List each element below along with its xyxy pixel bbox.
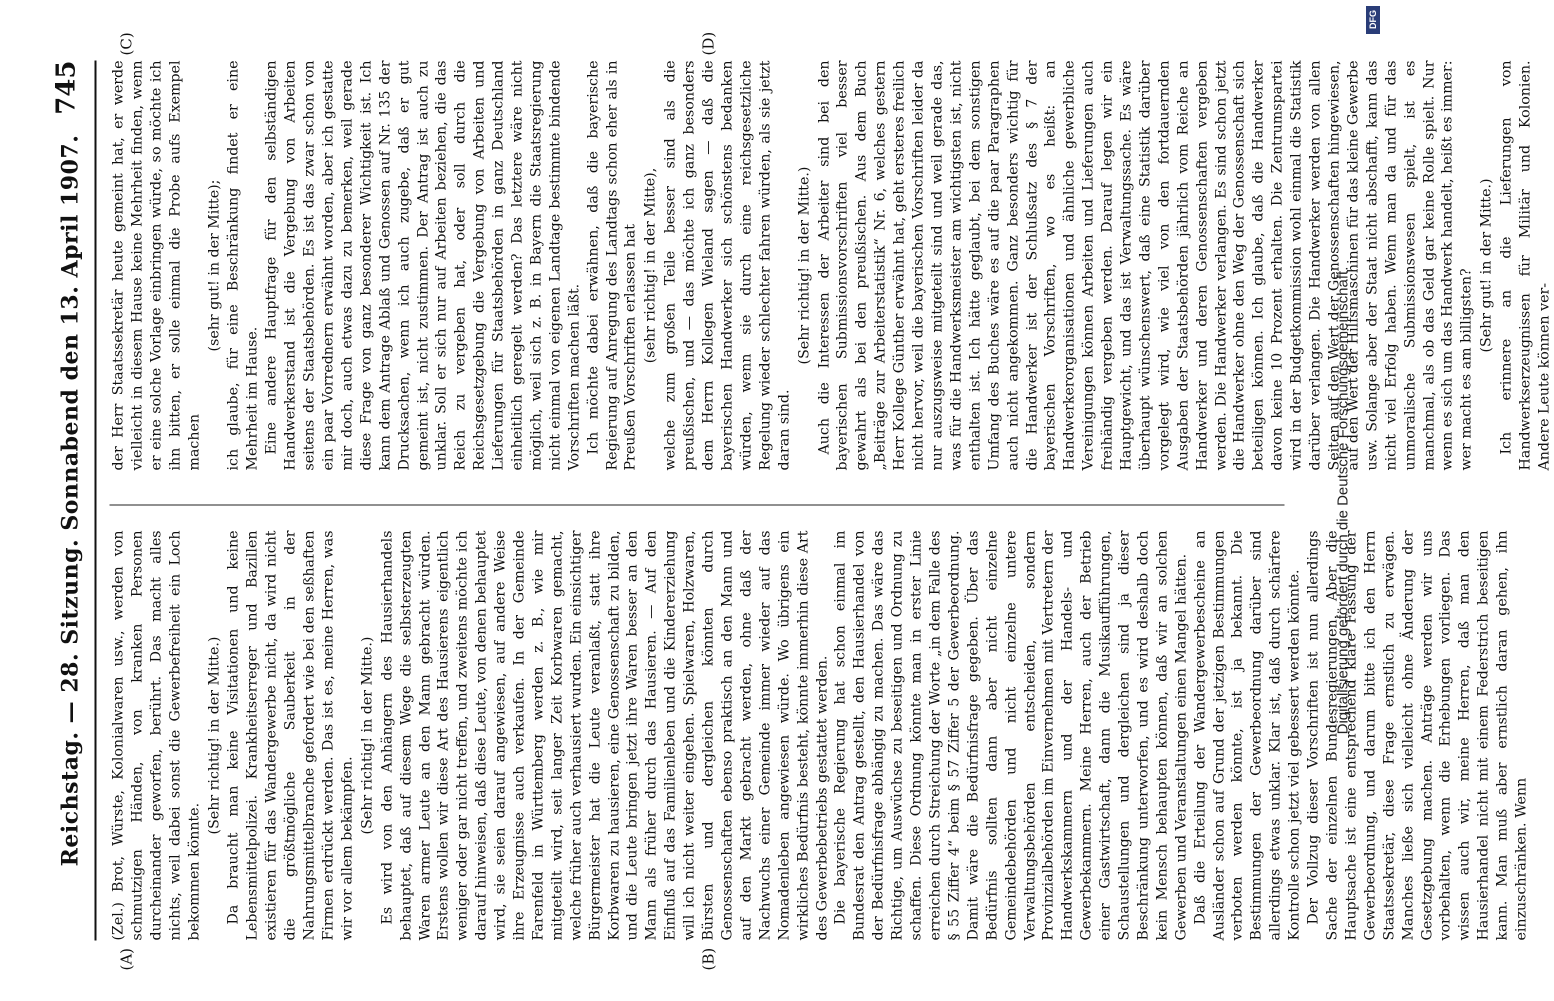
- paragraph: ich glaube, für eine Beschränkung findet er eine Mehrheit im Hause.: [225, 60, 261, 471]
- margin-marker-b: (B): [699, 947, 718, 971]
- paragraph: Die bayerische Regierung hat schon einmal im Bundesrat den Antrag gestellt, den Hausierhandel von der Bedürfnisfrage abhängig zu machen. Das wäre das Richtige, um Auswüchse zu beseitigen und Ordnung zu schaffen. Diese Ordnung könnte man in erster Linie erreichen durch Streichung der Worte „in dem Falle des § 55 Ziffer 4“ beim § 57 Ziffer 5 der Gewerbeordnung. Damit wäre die Bedürfnisfrage gegeben. Über das Bedürfnis sollten dann aber nicht einzelne Gemeindebehörden und nicht einzelne untere Verwaltungsbehörden entscheiden, sondern Provinzialbehörden im Einvernehmen mit Vertretern der Handwerkskammern und der Handels- und Gewerbekammern. Meine Herren, auch der Betrieb einer Gastwirtschaft, dann die Musikaufführungen, Schaustellungen und dergleichen sind ja dieser Beschränkung unterworfen, und es wird deshalb doch kein Mensch behaupten können, daß wir an solchen Gewerben und Veranstaltungen einen Mangel hätten.: [832, 530, 1190, 941]
- paragraph: Ich möchte dabei erwähnen, daß die bayerische Regierung auf Anregung des Landtags schon eher als in Preußen Vorschriften erlassen hat: [585, 60, 639, 471]
- page-header: [52, 61, 92, 941]
- paragraph: Auch die Interessen der Arbeiter sind bei den bayerischen Submissionsvorschriften viel besser gewahrt als bei den preußischen. Aus dem Buch „Beiträge zur Arbeiterstatistik“ Nr. 6, welches gestern Herr Kollege Günther erwähnt hat, geht ersteres freilich nicht hervor, weil die bayerischen Vorschriften leider da nur auszugsweise mitgeteilt sind und weil gerade das, was für die Handwerksmeister am wichtigsten ist, nicht enthalten ist. Ich hätte geglaubt, bei dem sonstigen Umfang des Buches wäre es auf die paar Paragraphen auch nicht angekommen. Ganz besonders wichtig für die Handwerker ist der Schlußsatz des § 7 der bayerischen Vorschriften, wo es heißt: an Handwerkerorganisationen und ähnliche gewerbliche Vereinigungen können Arbeiten und Lieferungen auch freihändig vergeben werden. Darauf legen wir ein Hauptgewicht, und das ist Verwaltungssache. Es wäre überhaupt wünschenswert, daß eine Statistik darüber vorgelegt wird, wie viel von den fortdauernden Ausgaben der Staatsbehörden jährlich vom Reiche an Handwerker und deren Genossenschaften vergeben werden. Die Handwerker verlangen. Es sind schon jetzt die Handwerker ohne den Weg der Genossenschaft sich beteiligen können. Ich glaube, daß die Handwerker davon keine 10 Prozent erhalten. Die Zentrumspartei wird in der Budgetkommission wohl einmal die Statistik darüber verlangen. Die Handwerker werden von allen Seiten auf den Wert der Genossenschaften hingewiesen, auf den Wert der Hilfsmaschinen für das kleine Gewerbe usw. Solange aber der Staat nicht abschafft, kann das nicht viel Erfolg haben. Wenn man da und für das unmoralische Submissionswesen spielt, ist es manchmal, als ob das Geld gar keine Rolle spielt. Nur wenn es sich um das Handwerk handelt, heißt es immer: wer macht es am billigsten?: [816, 60, 1475, 471]
- interjection: (Sehr richtig! in der Mitte.): [796, 166, 813, 365]
- paragraph: der Herr Staatssekretär heute gemeint hat, er werde vielleicht in diesem Hause keine Mehrheit finden, wenn er eine solche Vorlage einbringen würde, so möchte ich ihn bitten, er solle einmal die Probe aufs Exempel machen: [110, 60, 203, 471]
- paragraph: Eine andere Hauptfrage für den selbständigen Handwerkerstand ist die Vergebung von Arbeiten seitens der Staatsbehörden. Es ist das zwar schon von ein paar Vorrednern erwähnt worden, aber ich gestatte mir doch, auch etwas dazu zu bemerken, weil gerade diese Frage von ganz besonderer Wichtigkeit ist. Ich kann dem Antrage Ablaß und Genossen auf Nr. 135 der Drucksachen, wenn ich auch zugebe, daß er gut gemeint ist, nicht zustimmen. Der Antrag ist auch zu unklar. Soll er sich nur auf Arbeiten beziehen, die das Reich zu vergeben hat, oder soll durch die Reichsgesetzgebung die Vergebung von Arbeiten und Lieferungen für Staatsbehörden in ganz Deutschland einheitlich geregelt werden? Das letztere wäre nicht möglich, weil sich z. B. in Bayern die Staatsregierung nicht einmal von eigenen Landtage bestimmte bindende Vorschriften machen läßt.: [263, 60, 583, 471]
- margin-marker-c: (C): [117, 32, 136, 56]
- interjection: (Sehr gut! in der Mitte.): [1478, 178, 1495, 353]
- dfg-logo-icon: DFG: [1366, 6, 1380, 34]
- digitization-credit: Digitalisierung gefördert durch die Deutsche Forschungsgemeinschaft.: [1334, 266, 1352, 735]
- paragraph: Es wird von den Anhängern des Hausierhandels behauptet, daß auf diesem Wege die selbsterzeugten Waren armer Leute an den Mann gebracht würden. Erstens wollen wir diese Art des Hausierens eigentlich weniger oder gar nicht treffen, und zweitens möchte ich darauf hinweisen, daß diese Leute, von denen behauptet wird, sie seien darauf angewiesen, auf andere Weise ihre Erzeugnisse auch verkaufen. In der Gemeinde Farenfeld in Württemberg werden z. B., wie mir mitgeteilt wird, seit langer Zeit Korbwaren gemacht, welche früher auch verhausiert wurden. Ein einsichtiger Bürgermeister hat die Leute veranlaßt, statt ihre Korbwaren zu hausieren, eine Genossenschaft zu bilden, und die Leute bringen jetzt ihre Waren besser an den Mann als früher durch das Hausieren. — Auf den Einfluß auf das Familienleben und die Kindererziehung will ich nicht weiter eingehen. Spielwaren, Holzwaren, Bürsten und dergleichen könnten durch Genossenschaften ebenso praktisch an den Mann und auf den Markt gebracht werden, ohne daß der Nachwuchs einer Gemeinde immer wieder auf das Nomadenleben angewiesen würde. Wo übrigens ein wirkliches Bedürfnis besteht, könnte immerhin diese Art des Gewerbebetriebs gestattet werden.: [379, 530, 831, 941]
- left-column: [110, 530, 1530, 941]
- margin-marker-d: (D): [699, 31, 718, 56]
- paragraph: (Zel.) Brot, Würste, Kolonialwaren usw., werden von schmutzigen Händen, von kranken Personen durcheinander geworfen, berührt. Das macht alles nichts, weil dabei sonst die Gewerbefreiheit ein Loch bekommen könnte.: [110, 530, 203, 941]
- margin-marker-a: (A): [117, 947, 136, 971]
- paragraph: Daß die Erteilung der Wandergewerbescheine an Ausländer schon auf Grund der jetzigen Bestimmungen verboten werden könnte, ist ja bekannt. Die Bestimmungen der Gewerbeordnung darüber sind allerdings etwas unklar. Klar ist, daß durch schärfere Kontrolle schon jetzt viel gebessert werden könnte.: [1192, 530, 1303, 941]
- document-page: [0, 1, 1553, 1001]
- paragraph: Da braucht man keine Visitationen und keine Lebensmittelpolizei. Krankheitserreger und Bazillen existieren für das Wandergewerbe nicht, da wird nicht die größtmögliche Sauberkeit in der Nahrungsmittelbranche gefordert wie bei den seßhaften Firmen erdrückt werden. Das ist es, meine Herren, was wir vor allem bekämpfen.: [225, 530, 356, 941]
- interjection: (sehr richtig! in der Mitte),: [642, 167, 659, 364]
- paragraph: Der Vollzug dieser Vorschriften ist nun allerdings Sache der einzelnen Bundesregierungen. Aber die Hauptsache ist eine entsprechend klare Fassung der Gewerbeordnung, und darum bitte ich den Herrn Staatssekretär, diese Frage ernstlich zu erwägen. Manches ließe sich vielleicht ohne Änderung der Gesetzgebung machen. Anträge werden wir uns vorbehalten, wenn die Erhebungen vorliegen. Das wissen auch wir, meine Herren, daß man den Hausierhandel nicht mit einem Federstrich beseitigen kann. Man muß aber ernstlich daran gehen, ihn einzuschränken. Wenn: [1305, 530, 1530, 941]
- interjection: (sehr gut! in der Mitte);: [206, 179, 223, 352]
- header-rule: [95, 61, 97, 941]
- right-column: [110, 60, 1553, 471]
- paragraph: Ich erinnere an die Lieferungen von Handwerkserzeugnissen für Militär und Kolonien. Andere Leute können ver-: [1498, 60, 1553, 471]
- paragraph: welche zum großen Teile besser sind als die preußischen, und — das möchte ich ganz besonders dem Herrn Kollegen Wieland sagen — daß die bayerischen Handwerker sich schönstens bedanken würden, wenn sie durch eine reichsgesetzliche Regelung wieder schlechter fahren würden, als sie jetzt daran sind.: [662, 60, 793, 471]
- rotated-page-wrapper: [0, 1, 1553, 1001]
- running-head: Reichstag. — 28. Sitzung. Sonnabend den 13. April 1907.: [57, 134, 84, 867]
- page-number: 745: [51, 60, 82, 115]
- column-divider: [110, 505, 1285, 506]
- interjection: (Sehr richtig! in der Mitte.): [206, 636, 223, 835]
- interjection: (Sehr richtig! in der Mitte.): [359, 636, 376, 835]
